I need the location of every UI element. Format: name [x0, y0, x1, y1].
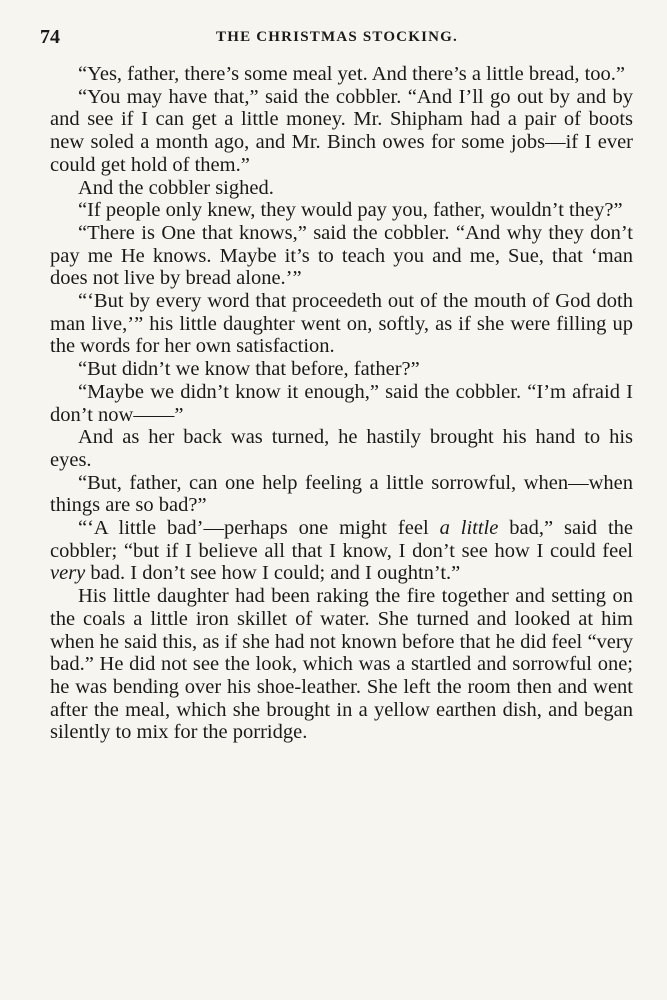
page-header: [40, 26, 634, 56]
paragraph: “Yes, father, there’s some meal yet. And there’s a little bread, too.”: [78, 63, 626, 85]
paragraph: “‘But by every word that proceedeth out of the mouth of God doth man live,’” his little daughter went on, softly, as if she were filling up the words for her own satisfaction.: [50, 290, 633, 358]
paragraph: “There is One that knows,” said the cobbler. “And why they don’t pay me He knows. Maybe it’s to teach you and me, Sue, that ‘man does not live by bread alone.’”: [50, 221, 633, 290]
italic-run: a little: [439, 517, 499, 540]
text-run: bad,” said the cobbler; “but if I believe all that I know, I don’t see how I could feel: [50, 517, 634, 562]
paragraph: His little daughter had been raking the fire together and setting on the coals a little iron skillet of water. She turned and looked at him when he said this, as if she had not known before that he did feel “very bad.” He did not see the look, which was a startled and sorrowful one; he was bending over his shoe-leather. She left the room then and went after the meal, which she brought in a yellow earthen dish, and began silently to mix for the porridge.: [50, 585, 633, 744]
paragraph: “But didn’t we know that before, father?”: [78, 358, 420, 381]
paragraph: “You may have that,” said the cobbler. “And I’ll go out by and by and see if I can get a little money. Mr. Shipham had a pair of boots new soled a month ago, and Mr. Binch owes for some jobs—if I ever could get hold of them.”: [50, 85, 633, 176]
running-title: THE CHRISTMAS STOCKING.: [216, 29, 458, 45]
paragraph: And the cobbler sighed.: [78, 176, 274, 199]
paragraph: And as her back was turned, he hastily brought his hand to his eyes.: [50, 426, 633, 471]
text-run: bad. I don’t see how I could; and I oughtn’t.”: [85, 562, 461, 585]
page-number: 74: [40, 26, 60, 48]
paragraph: “If people only knew, they would pay you, father, wouldn’t they?”: [78, 199, 623, 222]
text-run: “‘A little bad’—perhaps one might feel: [78, 517, 440, 540]
paragraph: “Maybe we didn’t know it enough,” said the cobbler. “I’m afraid I don’t now——”: [50, 380, 633, 426]
italic-run: very: [50, 562, 86, 585]
paragraph: “But, father, can one help feeling a little sorrowful, when—when things are so bad?”: [50, 471, 633, 517]
body-text: [50, 63, 633, 744]
paragraph-with-italics: [50, 517, 633, 585]
